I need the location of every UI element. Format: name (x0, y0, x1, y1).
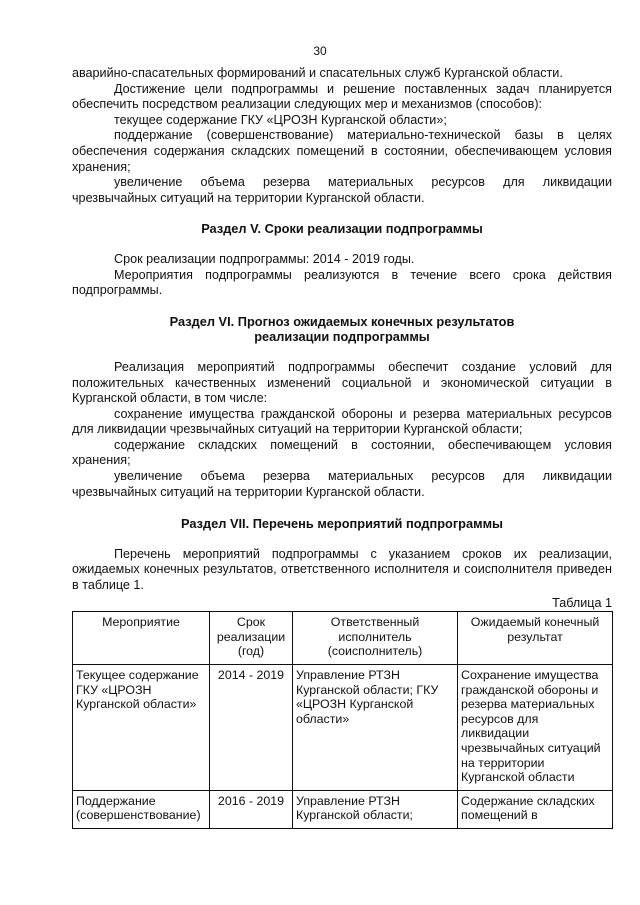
header-result: Ожидаемый конечный результат (458, 612, 613, 665)
page-number: 30 (313, 44, 327, 58)
table-row (73, 790, 613, 828)
header-activity: Мероприятие (73, 612, 210, 665)
list-item: сохранение имущества гражданской обороны и резерва материальных ресурсов для ликвидации чрезвычайных ситуаций на территории Курганской области; (72, 406, 612, 437)
cell-executor: Управление РТЗН Курганской области; (293, 790, 458, 828)
header-term: Срок реализации (год) (210, 612, 293, 665)
cell-activity: Текущее содержание ГКУ «ЦРОЗН Курганской области» (73, 665, 210, 791)
header-executor: Ответственный исполнитель (соисполнитель) (293, 612, 458, 665)
document-body (72, 66, 612, 829)
list-item: содержание складских помещений в состоянии, обеспечивающем условия хранения; (72, 437, 612, 468)
paragraph: Реализация мероприятий подпрограммы обеспечит создание условий для положительных качественных изменений социальной и экономической ситуации в Курганской области, в том числе: (72, 359, 612, 406)
list-item: поддержание (совершенствование) материально-технической базы в целях обеспечения содержания складских помещений в состоянии, обеспечивающем условия хранения; (72, 128, 612, 174)
cell-executor: Управление РТЗН Курганской области; ГКУ «ЦРОЗН Курганской области» (293, 665, 458, 791)
cell-result: Сохранение имущества гражданской обороны и резерва материальных ресурсов для ликвидации чрезвычайных ситуаций на территории Курганской области (458, 665, 613, 791)
activities-table (72, 611, 613, 829)
table-caption: Таблица 1 (552, 595, 612, 610)
list-item: увеличение объема резерва материальных ресурсов для ликвидации чрезвычайных ситуаций на территории Курганской области. (72, 469, 612, 499)
table-row (73, 665, 613, 791)
table-header-row (73, 612, 613, 665)
cell-result: Содержание складских помещений в (458, 790, 613, 828)
section-5-title: Раздел V. Сроки реализации подпрограммы (201, 221, 483, 237)
list-item: текущее содержание ГКУ «ЦРОЗН Курганской области»; (114, 112, 447, 127)
list-item: увеличение объема резерва материальных ресурсов для ликвидации чрезвычайных ситуаций на территории Курганской области. (72, 175, 612, 205)
paragraph: аварийно-спасательных формирований и спасательных служб Курганской области. (72, 66, 563, 80)
paragraph: Срок реализации подпрограммы: 2014 - 2019 годы. (114, 251, 415, 266)
cell-term: 2016 - 2019 (210, 790, 293, 828)
cell-activity: Поддержание (совершенствование) (73, 790, 210, 828)
section-7-title: Раздел VII. Перечень мероприятий подпрограммы (181, 516, 503, 532)
paragraph: Перечень мероприятий подпрограммы с указанием сроков их реализации, ожидаемых конечных результатов, ответственного исполнителя и соисполнителя приведен в таблице 1. (72, 546, 612, 593)
paragraph: Мероприятия подпрограммы реализуются в течение всего срока действия подпрограммы. (72, 267, 612, 298)
cell-term: 2014 - 2019 (210, 665, 293, 791)
section-6-title (72, 314, 612, 345)
paragraph: Достижение цели подпрограммы и решение поставленных задач планируется обеспечить посредством реализации следующих мер и механизмов (способов): (72, 81, 612, 112)
section-6-title-line2: реализации подпрограммы (254, 329, 430, 345)
section-6-title-line1: Раздел VI. Прогноз ожидаемых конечных результатов (169, 313, 515, 329)
